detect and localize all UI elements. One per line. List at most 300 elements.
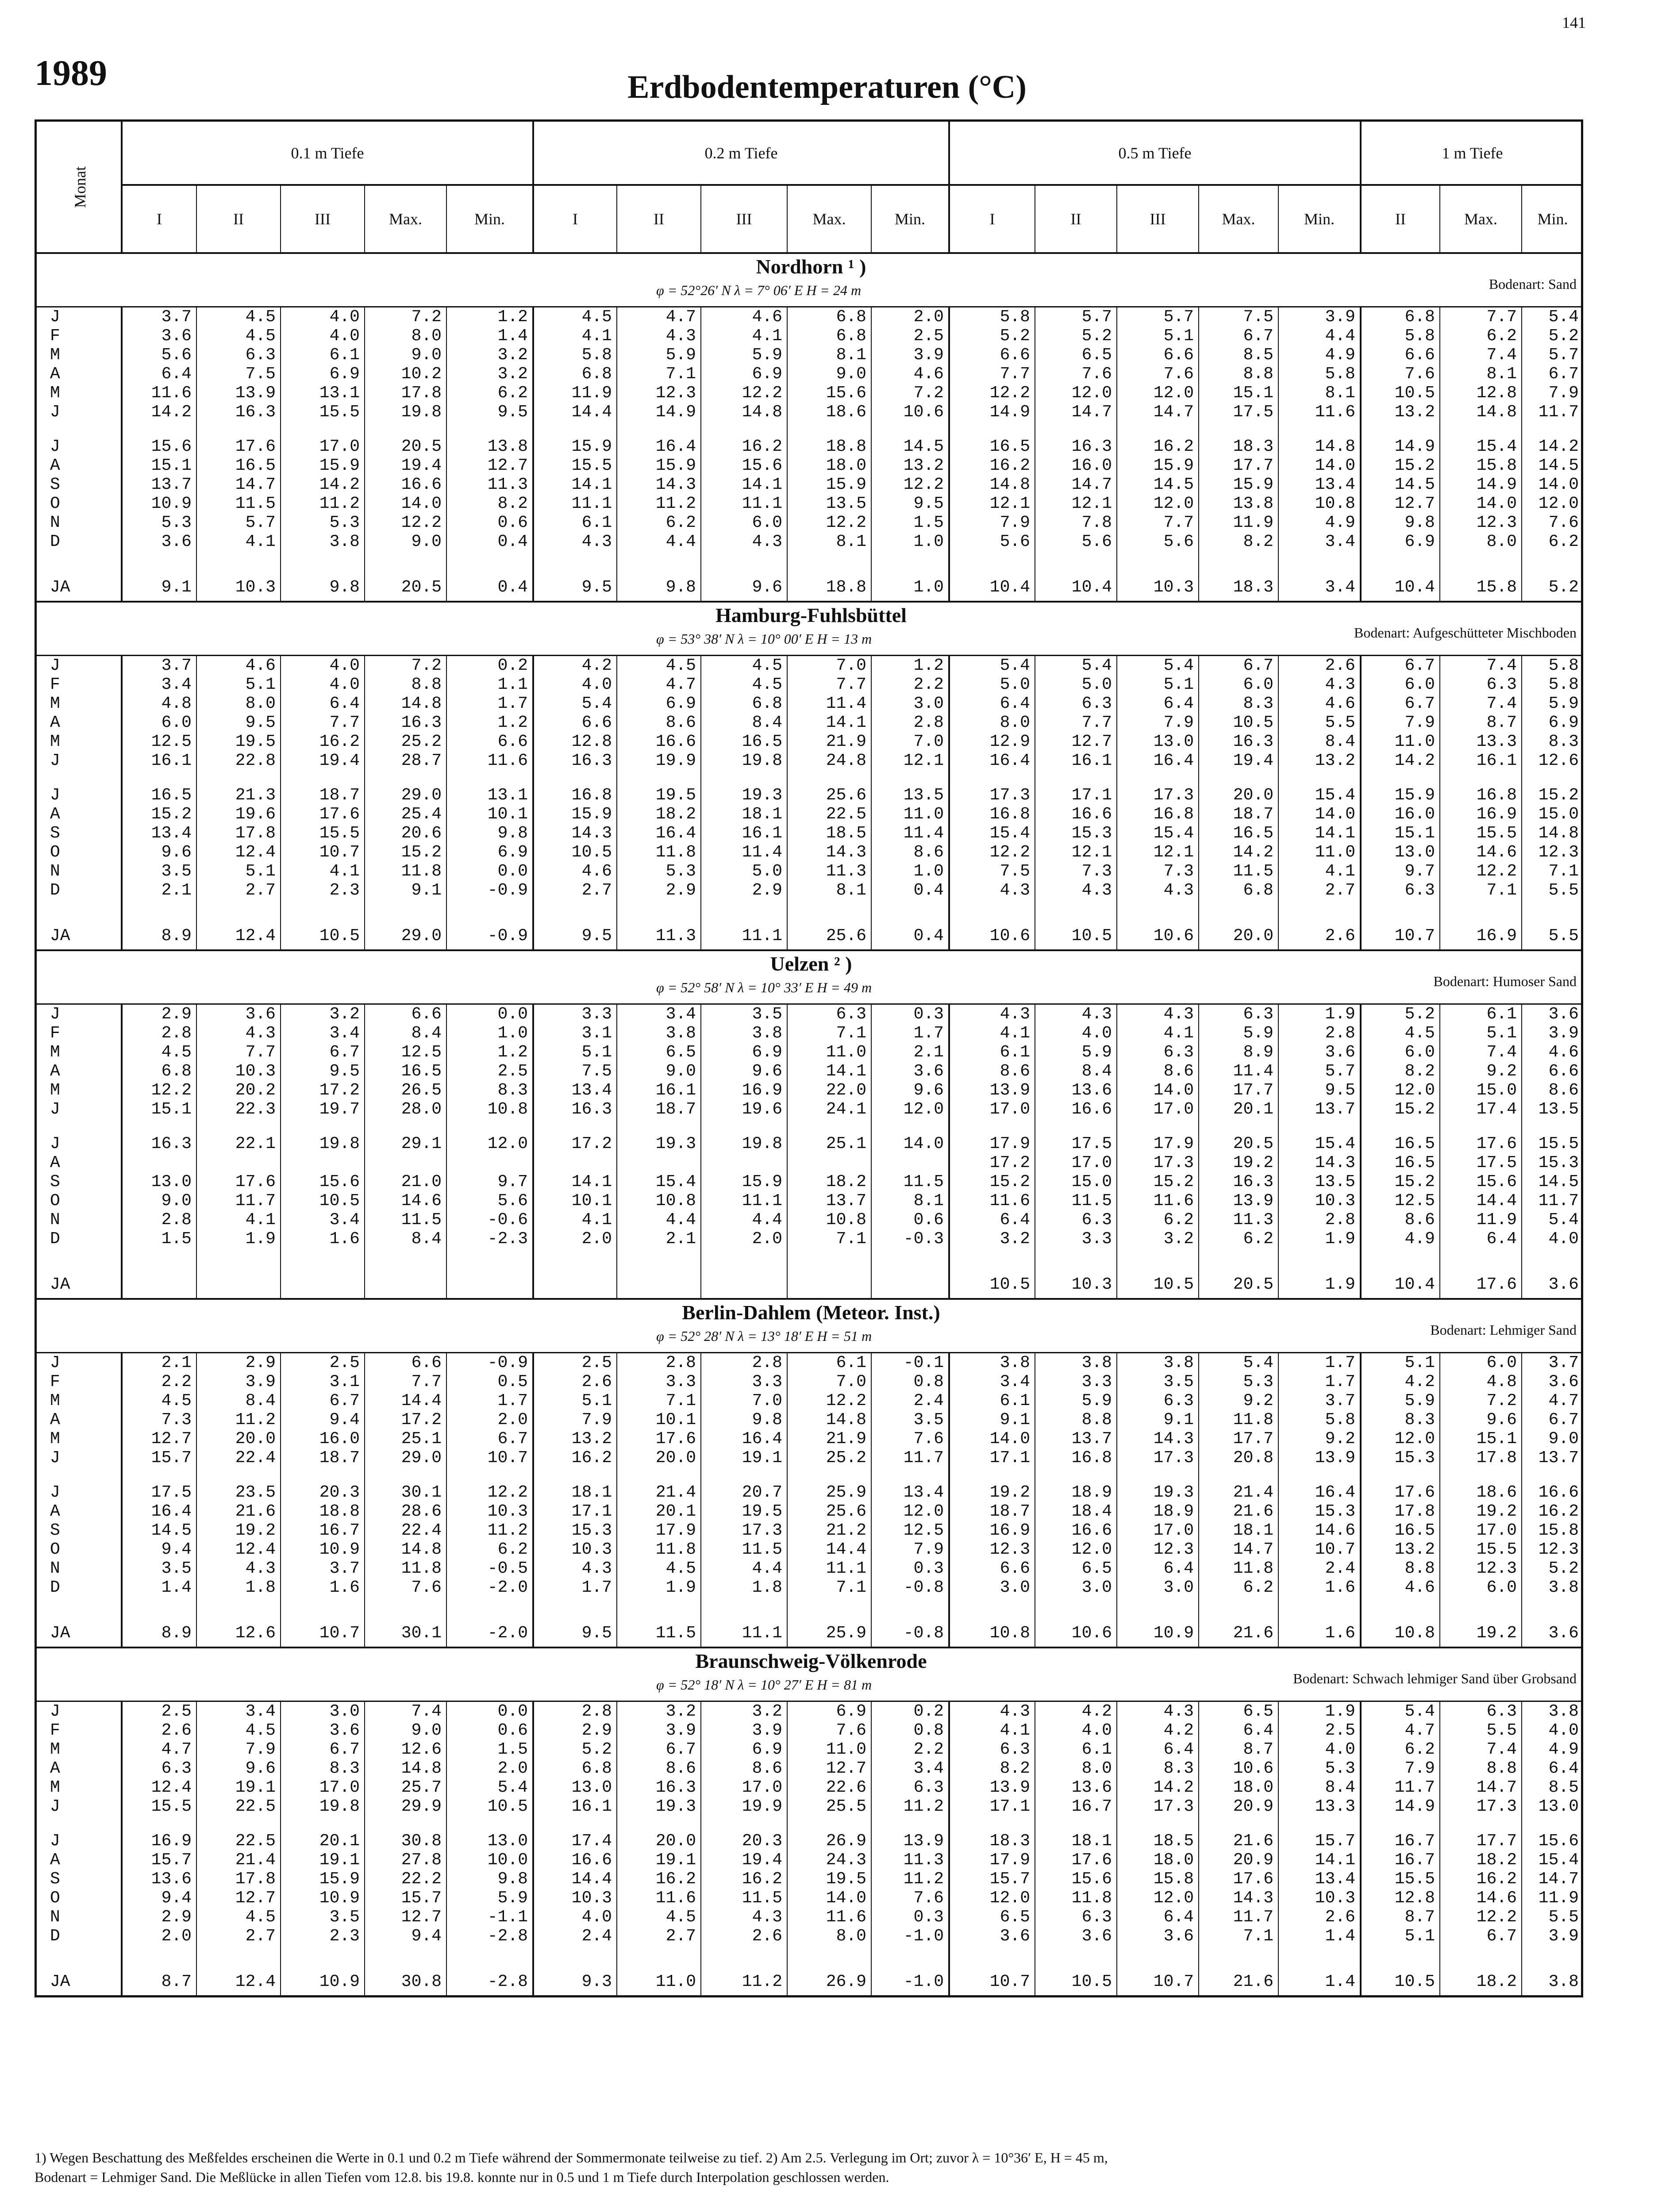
- table-cell: 8.1: [836, 346, 866, 365]
- table-cell: 17.3: [1153, 786, 1194, 805]
- table-row: [37, 675, 1581, 694]
- table-cell: 10.3: [487, 1502, 528, 1521]
- table-cell: 3.6: [1163, 1927, 1194, 1946]
- table-cell: 19.5: [235, 732, 276, 751]
- table-cell: 7.3: [1081, 862, 1112, 881]
- table-cell: 3.8: [1000, 1353, 1030, 1372]
- table-cell: 14.1: [1315, 824, 1355, 843]
- table-cell: 8.5: [1548, 1778, 1579, 1797]
- table-cell: 17.9: [989, 1134, 1030, 1153]
- table-cell: 10.1: [571, 1191, 612, 1210]
- table-cell: 5.1: [245, 675, 276, 694]
- table-cell: 14.5: [903, 437, 944, 456]
- table-cell: 20.9: [1233, 1797, 1273, 1816]
- table-cell: 2.9: [752, 881, 782, 900]
- table-cell: 14.3: [655, 475, 696, 494]
- table-cell: 11.7: [1233, 1908, 1273, 1927]
- month-label: D: [50, 881, 60, 900]
- table-cell: 8.4: [1325, 1778, 1355, 1797]
- table-cell: 6.7: [1548, 1410, 1579, 1429]
- sub-column-header: I: [948, 186, 1035, 252]
- month-label: A: [50, 1759, 60, 1778]
- table-cell: 20.3: [319, 1483, 360, 1502]
- table-cell: 3.9: [245, 1372, 276, 1391]
- table-cell: 6.1: [329, 346, 360, 365]
- table-cell: 2.4: [913, 1391, 944, 1410]
- table-cell: 11.0: [1315, 843, 1355, 862]
- table-cell: 18.3: [1233, 578, 1273, 597]
- table-cell: 4.5: [1404, 1024, 1435, 1043]
- table-cell: 13.8: [487, 437, 528, 456]
- table-cell: 14.0: [1315, 456, 1355, 475]
- table-cell: 21.3: [235, 786, 276, 805]
- table-cell: 14.4: [571, 1870, 612, 1889]
- table-cell: 17.1: [989, 1448, 1030, 1467]
- table-row: [37, 1372, 1581, 1391]
- table-cell: 15.9: [571, 437, 612, 456]
- table-cell: 8.9: [161, 1624, 192, 1643]
- table-cell: 9.6: [1486, 1410, 1517, 1429]
- table-cell: -2.8: [487, 1972, 528, 1991]
- table-cell: 8.7: [1404, 1908, 1435, 1927]
- table-cell: 6.1: [1486, 1005, 1517, 1024]
- table-cell: 4.3: [245, 1024, 276, 1043]
- table-cell: 18.1: [1233, 1521, 1273, 1540]
- table-cell: 5.4: [1404, 1702, 1435, 1721]
- table-cell: 5.2: [1548, 326, 1579, 346]
- table-cell: 14.2: [319, 475, 360, 494]
- table-cell: 4.9: [1548, 1740, 1579, 1759]
- table-cell: 11.4: [826, 694, 866, 713]
- table-cell: 1.6: [329, 1229, 360, 1248]
- table-cell: 11.8: [655, 843, 696, 862]
- table-cell: 4.3: [1081, 881, 1112, 900]
- table-cell: 16.0: [1071, 456, 1112, 475]
- table-cell: 9.1: [161, 578, 192, 597]
- table-cell: 14.8: [1538, 824, 1579, 843]
- table-cell: 4.0: [329, 675, 360, 694]
- table-cell: 10.8: [1394, 1624, 1435, 1643]
- month-label: F: [50, 675, 60, 694]
- table-cell: 12.1: [1071, 843, 1112, 862]
- table-row: [37, 751, 1581, 770]
- table-cell: 19.8: [742, 1134, 782, 1153]
- table-cell: 9.0: [411, 346, 442, 365]
- table-cell: 20.0: [235, 1429, 276, 1448]
- table-cell: 13.0: [151, 1172, 192, 1191]
- table-cell: 5.7: [245, 513, 276, 532]
- table-cell: 10.7: [319, 1624, 360, 1643]
- table-cell: 18.7: [319, 786, 360, 805]
- table-cell: 2.6: [1325, 656, 1355, 675]
- table-cell: 6.7: [497, 1429, 528, 1448]
- month-label: M: [50, 346, 60, 365]
- depth-group-header: 1 m Tiefe: [1360, 122, 1583, 186]
- table-cell: 15.2: [1153, 1172, 1194, 1191]
- table-cell: 19.8: [319, 1134, 360, 1153]
- table-cell: 16.1: [571, 1797, 612, 1816]
- table-cell: 6.1: [836, 1353, 866, 1372]
- table-cell: 16.7: [1394, 1851, 1435, 1870]
- table-cell: 13.5: [1538, 1100, 1579, 1119]
- table-cell: 18.9: [1153, 1502, 1194, 1521]
- table-cell: 5.0: [1081, 675, 1112, 694]
- table-cell: 5.9: [1404, 1391, 1435, 1410]
- table-cell: 16.3: [401, 713, 442, 732]
- table-cell: 20.5: [401, 437, 442, 456]
- table-cell: 8.0: [836, 1927, 866, 1946]
- table-cell: 11.6: [487, 751, 528, 770]
- table-cell: 16.7: [1071, 1797, 1112, 1816]
- table-cell: 4.1: [329, 862, 360, 881]
- table-cell: 18.6: [1476, 1483, 1517, 1502]
- table-cell: 3.3: [665, 1372, 696, 1391]
- table-cell: 16.6: [1538, 1483, 1579, 1502]
- table-cell: 7.5: [245, 365, 276, 384]
- table-cell: 6.3: [1404, 881, 1435, 900]
- month-label: A: [50, 1062, 60, 1081]
- station-name: Hamburg-Fuhlsbüttel: [715, 604, 907, 626]
- station-name: Braunschweig-Völkenrode: [695, 1650, 927, 1672]
- month-label: J: [50, 1702, 60, 1721]
- table-cell: 12.7: [487, 456, 528, 475]
- table-row: [37, 326, 1581, 346]
- table-cell: 2.0: [161, 1927, 192, 1946]
- table-cell: 7.0: [836, 1372, 866, 1391]
- table-cell: 18.5: [826, 824, 866, 843]
- table-cell: 8.2: [1404, 1062, 1435, 1081]
- table-cell: 11.0: [1394, 732, 1435, 751]
- table-cell: 1.7: [1325, 1353, 1355, 1372]
- table-cell: 5.5: [1548, 1908, 1579, 1927]
- table-cell: 5.8: [1548, 675, 1579, 694]
- table-cell: 7.2: [411, 656, 442, 675]
- table-cell: -1.0: [903, 1972, 944, 1991]
- table-cell: 13.7: [151, 475, 192, 494]
- table-cell: 6.4: [1163, 1908, 1194, 1927]
- table-cell: 6.1: [1000, 1391, 1030, 1410]
- table-cell: 6.8: [1243, 881, 1273, 900]
- table-cell: 14.4: [826, 1540, 866, 1559]
- table-cell: 4.4: [752, 1559, 782, 1578]
- table-cell: 28.0: [401, 1100, 442, 1119]
- table-cell: 10.3: [235, 578, 276, 597]
- table-cell: 7.1: [665, 365, 696, 384]
- table-cell: 11.7: [1538, 1191, 1579, 1210]
- table-row: [37, 1353, 1581, 1372]
- table-cell: 14.2: [1153, 1778, 1194, 1797]
- table-cell: 5.7: [1548, 346, 1579, 365]
- table-cell: 1.2: [497, 713, 528, 732]
- table-cell: 7.2: [1486, 1391, 1517, 1410]
- table-cell: 5.8: [1000, 307, 1030, 326]
- table-cell: 11.6: [151, 384, 192, 403]
- table-cell: 10.3: [235, 1062, 276, 1081]
- table-cell: 30.8: [401, 1832, 442, 1851]
- table-cell: 7.2: [411, 307, 442, 326]
- table-cell: 16.2: [1476, 1870, 1517, 1889]
- table-cell: 1.6: [329, 1578, 360, 1597]
- table-cell: 22.2: [401, 1870, 442, 1889]
- table-cell: 2.7: [581, 881, 612, 900]
- table-cell: -0.5: [487, 1559, 528, 1578]
- table-cell: 1.9: [1325, 1229, 1355, 1248]
- table-cell: 6.5: [1243, 1702, 1273, 1721]
- soil-type: Bodenart: Sand: [1489, 276, 1577, 292]
- table-cell: 15.1: [151, 1100, 192, 1119]
- table-cell: 5.4: [1548, 1210, 1579, 1229]
- table-cell: 4.6: [1404, 1578, 1435, 1597]
- table-cell: 6.3: [1243, 1005, 1273, 1024]
- table-cell: 5.5: [1325, 713, 1355, 732]
- table-cell: 8.4: [245, 1391, 276, 1410]
- table-cell: 7.0: [752, 1391, 782, 1410]
- table-cell: 7.9: [1548, 384, 1579, 403]
- table-cell: 13.2: [903, 456, 944, 475]
- table-cell: 16.4: [655, 437, 696, 456]
- table-cell: 11.8: [655, 1540, 696, 1559]
- table-cell: 16.5: [151, 786, 192, 805]
- table-cell: 29.0: [401, 786, 442, 805]
- month-label: O: [50, 1889, 60, 1908]
- table-cell: 15.1: [1394, 824, 1435, 843]
- table-cell: 16.3: [235, 403, 276, 422]
- table-cell: 7.9: [245, 1740, 276, 1759]
- table-cell: 0.0: [497, 1702, 528, 1721]
- sub-column-header: I: [121, 186, 196, 252]
- table-cell: 15.6: [1071, 1870, 1112, 1889]
- table-cell: 14.0: [903, 1134, 944, 1153]
- table-cell: 12.7: [151, 1429, 192, 1448]
- table-cell: 13.7: [826, 1191, 866, 1210]
- table-cell: 4.3: [581, 1559, 612, 1578]
- month-label: M: [50, 1043, 60, 1062]
- table-row: [37, 1927, 1581, 1946]
- table-cell: 10.9: [319, 1540, 360, 1559]
- table-cell: 3.4: [245, 1702, 276, 1721]
- table-cell: 7.4: [1486, 656, 1517, 675]
- table-cell: 12.4: [235, 1972, 276, 1991]
- station-name: Berlin-Dahlem (Meteor. Inst.): [682, 1301, 940, 1324]
- table-cell: 8.3: [1548, 732, 1579, 751]
- month-label: N: [50, 862, 60, 881]
- table-cell: 3.6: [1548, 1005, 1579, 1024]
- table-cell: 11.3: [1233, 1210, 1273, 1229]
- table-cell: 11.1: [826, 1559, 866, 1578]
- table-cell: 1.0: [913, 578, 944, 597]
- table-cell: 14.6: [401, 1191, 442, 1210]
- table-cell: 30.1: [401, 1624, 442, 1643]
- table-cell: 2.8: [913, 713, 944, 732]
- sub-column-header: III: [1116, 186, 1198, 252]
- table-cell: 12.4: [151, 1778, 192, 1797]
- table-row: [37, 786, 1581, 805]
- table-cell: 16.2: [742, 1870, 782, 1889]
- table-cell: 18.8: [319, 1502, 360, 1521]
- table-cell: 2.9: [161, 1005, 192, 1024]
- table-cell: 15.0: [1071, 1172, 1112, 1191]
- table-cell: 12.7: [1394, 494, 1435, 513]
- month-label: D: [50, 532, 60, 551]
- table-cell: 9.8: [1404, 513, 1435, 532]
- table-cell: 3.0: [1000, 1578, 1030, 1597]
- table-cell: 3.4: [1000, 1372, 1030, 1391]
- table-cell: 5.9: [1548, 694, 1579, 713]
- table-cell: 5.3: [1325, 1759, 1355, 1778]
- table-cell: 5.2: [1404, 1005, 1435, 1024]
- table-cell: 12.8: [1394, 1889, 1435, 1908]
- table-cell: 9.6: [161, 843, 192, 862]
- table-cell: 6.8: [161, 1062, 192, 1081]
- table-cell: 8.6: [752, 1759, 782, 1778]
- table-cell: 3.3: [1081, 1372, 1112, 1391]
- table-cell: 3.9: [752, 1721, 782, 1740]
- table-cell: 11.5: [1071, 1191, 1112, 1210]
- table-cell: 4.9: [1325, 513, 1355, 532]
- table-cell: 17.8: [235, 824, 276, 843]
- table-cell: 7.9: [581, 1410, 612, 1429]
- table-cell: 8.0: [245, 694, 276, 713]
- footnotes: [35, 2148, 1592, 2187]
- table-cell: 5.0: [1000, 675, 1030, 694]
- table-cell: 2.0: [581, 1229, 612, 1248]
- table-cell: 13.1: [319, 384, 360, 403]
- table-row: [37, 307, 1581, 326]
- table-cell: 15.3: [1071, 824, 1112, 843]
- table-cell: 16.7: [1394, 1832, 1435, 1851]
- table-cell: 8.4: [1081, 1062, 1112, 1081]
- table-cell: 15.5: [1538, 1134, 1579, 1153]
- table-cell: -1.0: [903, 1927, 944, 1946]
- table-cell: 16.3: [1233, 1172, 1273, 1191]
- table-cell: 9.8: [752, 1410, 782, 1429]
- table-cell: 5.3: [161, 513, 192, 532]
- table-cell: 19.1: [655, 1851, 696, 1870]
- table-cell: 19.3: [655, 1134, 696, 1153]
- month-label: J: [50, 307, 60, 326]
- table-cell: 17.5: [1233, 403, 1273, 422]
- table-cell: 5.1: [1163, 675, 1194, 694]
- table-cell: 7.1: [1243, 1927, 1273, 1946]
- table-cell: 16.6: [655, 732, 696, 751]
- table-cell: 5.8: [1404, 326, 1435, 346]
- soil-type: Bodenart: Lehmiger Sand: [1430, 1322, 1577, 1338]
- table-row: [37, 1429, 1581, 1448]
- table-cell: 2.8: [161, 1210, 192, 1229]
- table-cell: 10.8: [989, 1624, 1030, 1643]
- table-cell: 16.4: [1153, 751, 1194, 770]
- table-cell: 16.1: [1476, 751, 1517, 770]
- table-row: [37, 513, 1581, 532]
- table-cell: 10.9: [319, 1889, 360, 1908]
- table-cell: 4.3: [1163, 1702, 1194, 1721]
- table-cell: 3.2: [329, 1005, 360, 1024]
- table-row: [37, 1410, 1581, 1429]
- table-cell: 6.8: [836, 307, 866, 326]
- table-cell: 18.6: [826, 403, 866, 422]
- table-cell: 16.8: [1071, 1448, 1112, 1467]
- table-cell: 30.8: [401, 1972, 442, 1991]
- table-cell: 13.6: [1071, 1778, 1112, 1797]
- table-cell: 19.6: [235, 805, 276, 824]
- table-cell: 13.6: [1071, 1081, 1112, 1100]
- table-cell: 5.6: [1163, 532, 1194, 551]
- table-cell: 19.6: [742, 1100, 782, 1119]
- table-cell: 9.5: [497, 403, 528, 422]
- station-name: Uelzen ² ): [770, 952, 852, 975]
- table-cell: 17.0: [319, 1778, 360, 1797]
- table-cell: 7.7: [329, 713, 360, 732]
- table-cell: 3.8: [1548, 1702, 1579, 1721]
- sub-column-header: III: [700, 186, 787, 252]
- sub-column-header: II: [196, 186, 280, 252]
- table-cell: 15.7: [151, 1851, 192, 1870]
- table-cell: 22.6: [826, 1778, 866, 1797]
- table-cell: 4.0: [329, 307, 360, 326]
- table-cell: 20.7: [742, 1483, 782, 1502]
- table-cell: 15.6: [319, 1172, 360, 1191]
- table-row: [37, 1483, 1581, 1502]
- table-cell: 19.1: [742, 1448, 782, 1467]
- table-cell: 1.9: [1325, 1275, 1355, 1294]
- table-cell: 18.1: [1071, 1832, 1112, 1851]
- table-cell: 6.3: [1081, 694, 1112, 713]
- table-cell: 4.9: [1325, 346, 1355, 365]
- table-cell: 14.0: [1315, 805, 1355, 824]
- table-cell: 3.6: [245, 1005, 276, 1024]
- table-cell: 9.5: [581, 926, 612, 945]
- table-cell: 9.7: [1404, 862, 1435, 881]
- table-cell: 22.5: [826, 805, 866, 824]
- table-cell: 5.5: [1486, 1721, 1517, 1740]
- table-cell: 13.5: [1315, 1172, 1355, 1191]
- table-cell: 1.9: [1325, 1005, 1355, 1024]
- table-cell: 14.1: [571, 475, 612, 494]
- table-cell: 13.0: [1538, 1797, 1579, 1816]
- table-cell: 7.7: [1163, 513, 1194, 532]
- table-cell: 1.0: [497, 1024, 528, 1043]
- table-cell: 2.7: [245, 881, 276, 900]
- table-cell: 5.2: [1000, 326, 1030, 346]
- table-cell: 6.1: [1000, 1043, 1030, 1062]
- table-cell: 16.9: [742, 1081, 782, 1100]
- table-cell: 6.9: [752, 1740, 782, 1759]
- month-label: A: [50, 365, 60, 384]
- month-label: JA: [50, 926, 70, 945]
- table-cell: 8.6: [913, 843, 944, 862]
- table-cell: 3.2: [1163, 1229, 1194, 1248]
- table-cell: 10.3: [1315, 1889, 1355, 1908]
- table-cell: 19.7: [319, 1100, 360, 1119]
- table-cell: 16.2: [655, 1870, 696, 1889]
- table-cell: 4.3: [752, 1908, 782, 1927]
- month-label: JA: [50, 1972, 70, 1991]
- table-cell: 10.3: [1071, 1275, 1112, 1294]
- table-cell: 3.6: [913, 1062, 944, 1081]
- month-label: S: [50, 1521, 60, 1540]
- table-cell: 16.4: [989, 751, 1030, 770]
- table-cell: 15.2: [151, 805, 192, 824]
- table-cell: 0.2: [497, 656, 528, 675]
- table-row: [37, 346, 1581, 365]
- table-cell: 8.6: [1000, 1062, 1030, 1081]
- table-cell: 4.3: [1000, 1702, 1030, 1721]
- table-cell: 8.8: [411, 675, 442, 694]
- table-row: [37, 1870, 1581, 1889]
- table-cell: -2.0: [487, 1624, 528, 1643]
- table-cell: 13.2: [1394, 403, 1435, 422]
- table-cell: 8.1: [913, 1191, 944, 1210]
